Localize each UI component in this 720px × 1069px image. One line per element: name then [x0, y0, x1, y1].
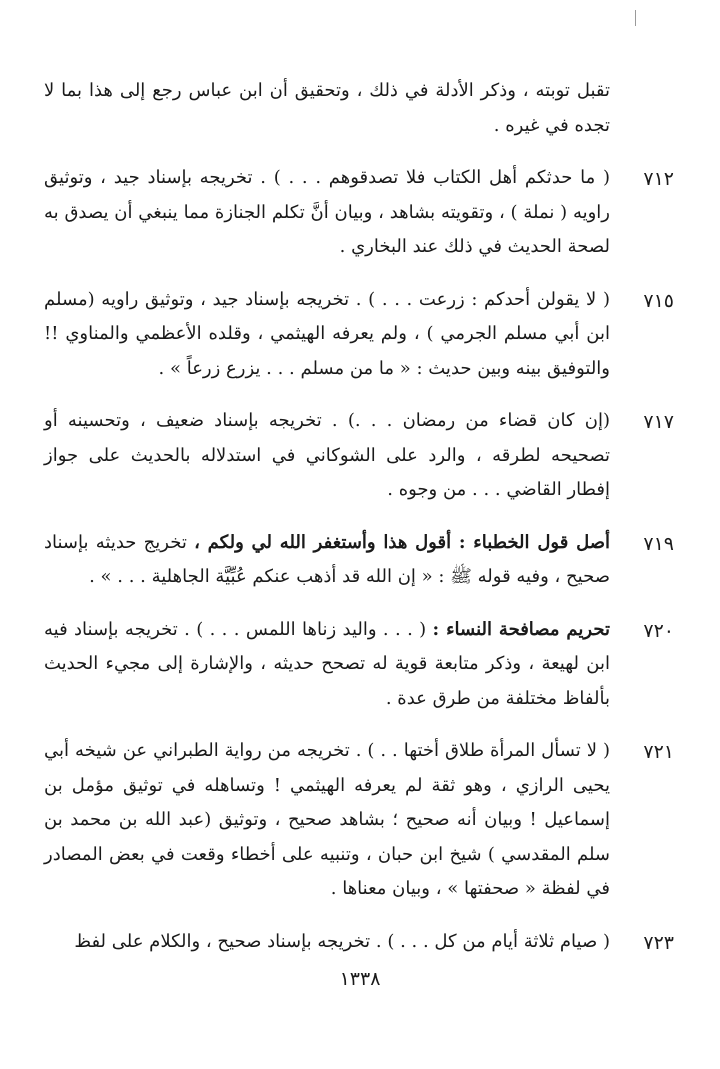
- continuation-text: تقبل توبته ، وذكر الأدلة في ذلك ، وتحقيق أن ابن عباس رجع إلى هذا بما لا تجده في غيره .: [44, 80, 610, 136]
- entry-number: ٧١٢: [643, 168, 674, 190]
- index-entries: [44, 74, 674, 978]
- entry-text: [44, 925, 610, 960]
- entry-body: ( . . . واليد زناها اللمس . . . ) . تخريجه بإسناد فيه ابن لهيعة ، وذكر متابعة قوية له تصحح حديثه ، والإشارة إلى مجيء الحديث بألفاظ مختلفة من طرق عدة .: [44, 618, 610, 709]
- entry-number: ٧٢٠: [643, 619, 674, 642]
- entry-text: [44, 526, 610, 595]
- scan-mark: [635, 10, 636, 26]
- entry-number: ٧٢٣: [643, 931, 674, 954]
- entry-body: ( لا تسأل المرأة طلاق أختها . . ) . تخريجه من رواية الطبراني عن شيخه أبي يحيى الرازي ، وهو ثقة لم يعرفه الهيثمي ! وتساهله في توثيق مؤمل بن إسماعيل ! وبيان أنه صحيح ؛ بشاهد صحيح ، وتوثيق (عبد الله بن محمد بن سلم المقدسي ) شيخ ابن حبان ، وتنبيه على أخطاء وقعت في بعض المصادر في لفظة « صحفتها » ، وبيان معناها .: [44, 740, 610, 899]
- entry-heading: تحريم مصافحة النساء :: [432, 618, 610, 640]
- entry-number: ٧٢١: [643, 741, 674, 763]
- entry-body: ( صيام ثلاثة أيام من كل . . . ) . تخريجه بإسناد صحيح ، والكلام على لفظ: [74, 930, 610, 952]
- entry-body: ( ما حدثكم أهل الكتاب فلا تصدقوهم . . . ) . تخريجه بإسناد جيد ، وتوثيق راويه ( نملة ) ، وتقويته بشاهد ، وبيان أنَّ تكلم الجنازة مما ينبغي أن يصدق به لصحة الحديث في ذلك عند البخاري .: [44, 167, 610, 257]
- entry-text: [44, 161, 610, 265]
- entry-number: ٧١٥: [643, 289, 674, 312]
- entry-text: [44, 404, 610, 508]
- entry-717: [44, 404, 674, 508]
- entry-number-blank: [610, 74, 674, 75]
- continuation-paragraph: [44, 74, 674, 143]
- entry-712: [44, 161, 674, 265]
- entry-body: (إن كان قضاء من رمضان . . .) . تخريجه بإسناد ضعيف ، وتحسينه أو تصحيحه لطرقه ، والرد على الشوكاني في استدلاله بالحديث على جواز إفطار القاضي . . . من وجوه .: [44, 410, 610, 500]
- entry-720: [44, 613, 674, 717]
- entry-heading: أصل قول الخطباء : أقول هذا وأستغفر الله لي ولكم ،: [194, 531, 610, 553]
- entry-719: [44, 526, 674, 595]
- entry-715: [44, 283, 674, 387]
- entry-body: تخريج حديثه بإسناد صحيح ، وفيه قوله ﷺ : « إن الله قد أذهب عنكم عُبِّيَّة الجاهلية . . . » .: [44, 531, 610, 587]
- entry-723: [44, 925, 674, 960]
- entry-number: ٧١٧: [643, 411, 674, 433]
- entry-text: [44, 613, 610, 717]
- entry-number: ٧١٩: [643, 532, 674, 555]
- entry-body: ( لا يقولن أحدكم : زرعت . . . ) . تخريجه بإسناد جيد ، وتوثيق راويه (مسلم ابن أبي مسلم الجرمي ) ، ولم يعرفه الهيثمي ، وقلده الأعظمي والمناوي !! والتوفيق بينه وبين حديث : « ما من مسلم . . . يزرع زرعاً » .: [44, 288, 610, 379]
- entry-text: [44, 734, 610, 907]
- entry-text: [44, 283, 610, 387]
- entry-721: [44, 734, 674, 907]
- page-number: ١٣٣٨: [339, 968, 381, 990]
